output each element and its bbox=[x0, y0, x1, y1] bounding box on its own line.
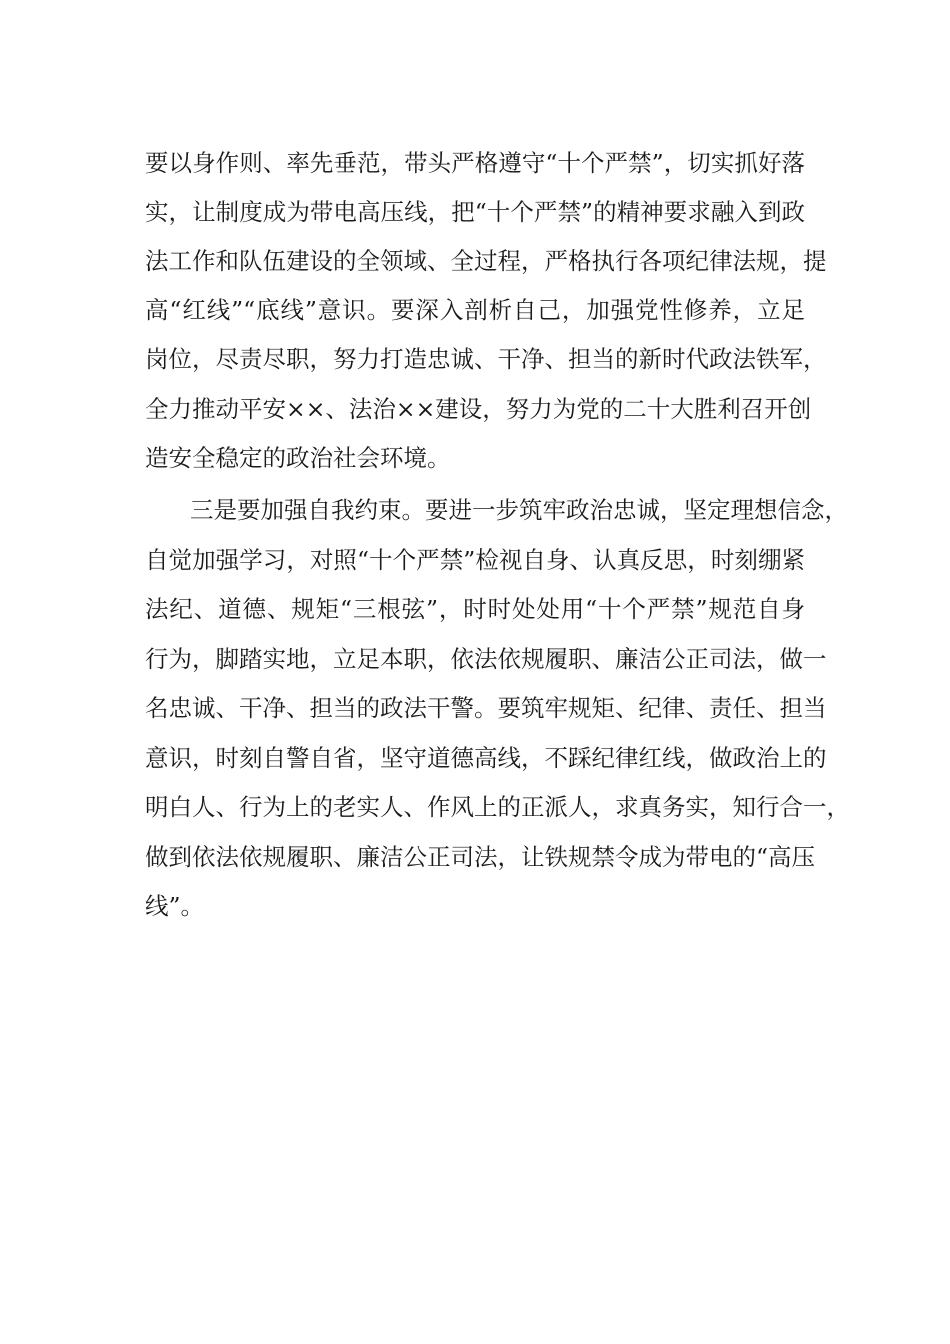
paragraph-2-line: 意识，时刻自警自省，坚守道德高线，不踩纪律红线，做政治上的 bbox=[145, 744, 827, 772]
paragraph-2-line: 法纪、道德、规矩“三根弦”，时时处处用“十个严禁”规范自身 bbox=[145, 595, 805, 623]
paragraph-1-line: 全力推动平安××、法治××建设，努力为党的二十大胜利召开创 bbox=[145, 395, 812, 423]
paragraph-1-line: 要以身作则、率先垂范，带头严格遵守“十个严禁”，切实抓好落 bbox=[145, 149, 805, 177]
paragraph-1-line: 造安全稳定的政治社会环境。 bbox=[145, 444, 451, 472]
paragraph-2-line: 线”。 bbox=[145, 892, 205, 920]
paragraph-1-line: 法工作和队伍建设的全领域、全过程，严格执行各项纪律法规，提 bbox=[145, 247, 827, 275]
paragraph-2-line: 自觉加强学习，对照“十个严禁”检视自身、认真反思，时刻绷紧 bbox=[145, 546, 805, 574]
paragraph-2-line: 三是要加强自我约束。要进一步筑牢政治忠诚，坚定理想信念， bbox=[190, 496, 848, 524]
paragraph-2-line: 名忠诚、干净、担当的政法干警。要筑牢规矩、纪律、责任、担当 bbox=[145, 694, 827, 722]
paragraph-1-line: 高“红线”“底线”意识。要深入剖析自己，加强党性修养，立足 bbox=[145, 296, 805, 324]
paragraph-2-line: 做到依法依规履职、廉洁公正司法，让铁规禁令成为带电的“高压 bbox=[145, 843, 816, 871]
paragraph-2-line: 明白人、行为上的老实人、作风上的正派人，求真务实，知行合一， bbox=[145, 793, 850, 821]
paragraph-2-line: 行为，脚踏实地，立足本职，依法依规履职、廉洁公正司法，做一 bbox=[145, 645, 827, 673]
paragraph-1-line: 实，让制度成为带电高压线，把“十个严禁”的精神要求融入到政 bbox=[145, 198, 805, 226]
paragraph-1-line: 岗位，尽责尽职，努力打造忠诚、干净、担当的新时代政法铁军， bbox=[145, 345, 827, 373]
